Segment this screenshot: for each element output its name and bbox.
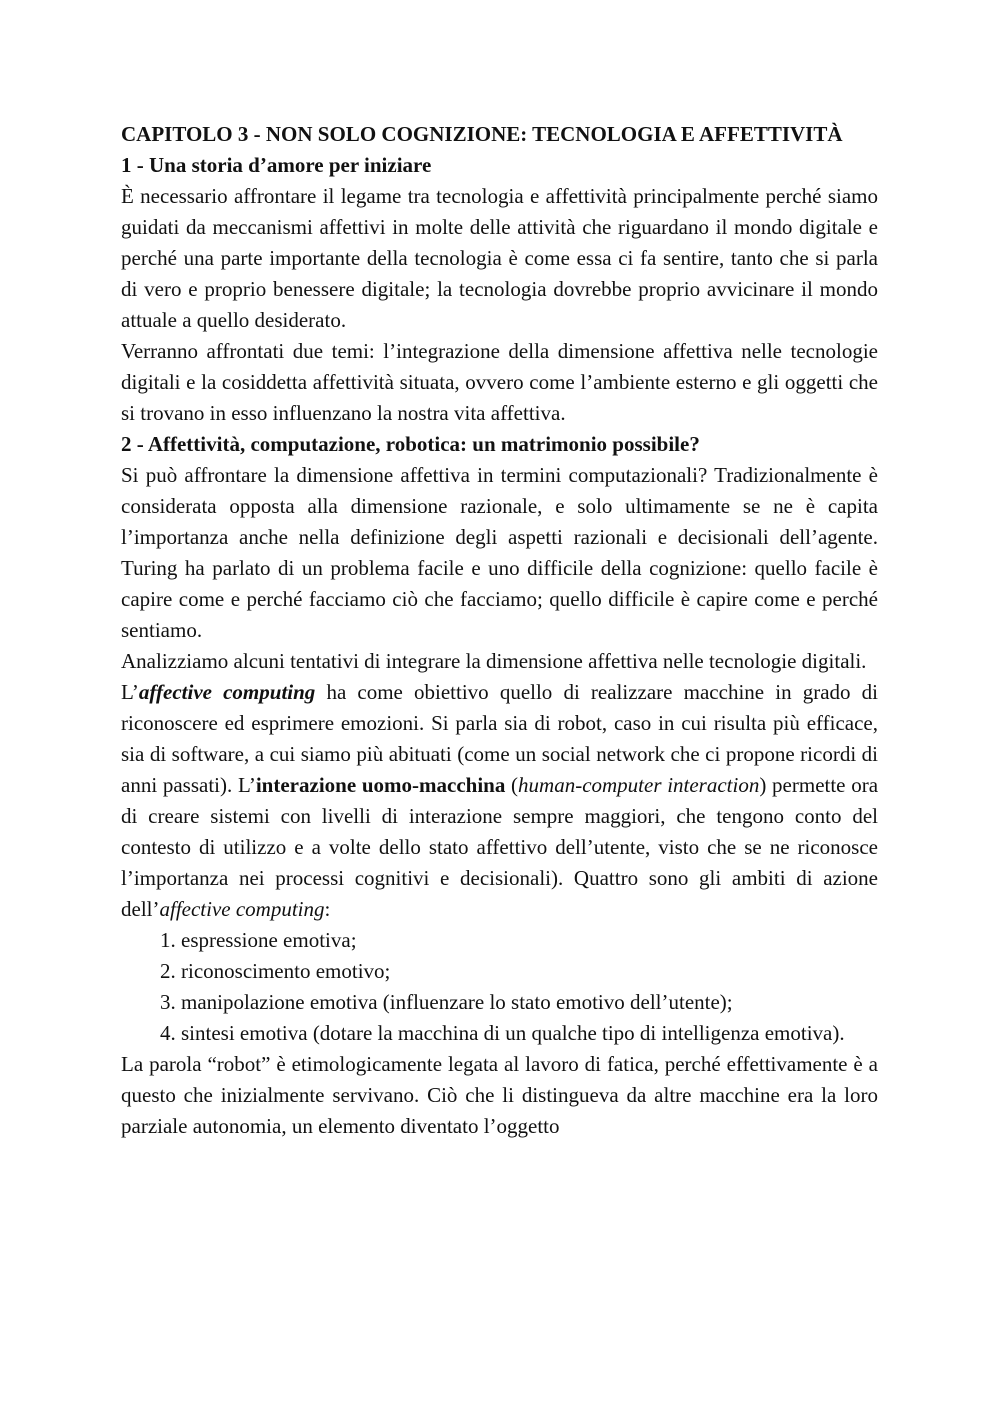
section-2-paragraph-3: [121, 677, 878, 925]
list-item: 2. riconoscimento emotivo;: [181, 956, 878, 987]
document-body: [121, 119, 878, 1142]
text-run: (: [505, 773, 519, 797]
list-item: 4. sintesi emotiva (dotare la macchina di un qualche tipo di intelligenza emotiva).: [181, 1018, 878, 1049]
list-item: 3. manipolazione emotiva (influenzare lo stato emotivo dell’utente);: [181, 987, 878, 1018]
text-run: ha come obiettivo quello di realizzare macchine in grado di riconoscere ed esprimere emozioni. Si parla sia di robot, caso in cui risulta più efficace, sia di software, a cui siamo più abituati (come un social network che ci propone ricordi di anni passati). L’: [121, 680, 878, 797]
section-1-heading: 1 - Una storia d’amore per iniziare: [121, 153, 432, 177]
section-1-paragraph-2: Verranno affrontati due temi: l’integrazione della dimensione affettiva nelle tecnologie digitali e la cosiddetta affettività situata, ovvero come l’ambiente esterno e gli oggetti che si trovano in esso influenzano la nostra vita affettiva.: [121, 339, 878, 425]
term-human-computer-interaction: human-computer interaction: [518, 773, 760, 797]
term-affective-computing-2: affective computing: [159, 897, 325, 921]
list-item: 1. espressione emotiva;: [181, 925, 878, 956]
section-2-paragraph-2: Analizziamo alcuni tentativi di integrare la dimensione affettiva nelle tecnologie digitali.: [121, 649, 867, 673]
text-run: L’: [121, 680, 139, 704]
section-2-paragraph-4: La parola “robot” è etimologicamente legata al lavoro di fatica, perché effettivamente è a questo che inizialmente servivano. Ciò che li distingueva da altre macchine era la loro parziale autonomia, un elemento diventato l’oggetto: [121, 1052, 878, 1138]
section-2-paragraph-1: Si può affrontare la dimensione affettiva in termini computazionali? Tradizionalmente è considerata opposta alla dimensione razionale, e solo ultimamente se ne è capita l’importanza anche nella definizione degli aspetti razionali e decisionali dell’agente. Turing ha parlato di un problema facile e uno difficile della cognizione: quello facile è capire come e perché facciamo ciò che facciamo; quello difficile è capire come e perché sentiamo.: [121, 463, 878, 642]
affective-computing-areas-list: [121, 925, 878, 1049]
section-1-paragraph-1: È necessario affrontare il legame tra tecnologia e affettività principalmente perché siamo guidati da meccanismi affettivi in molte delle attività che riguardano il mondo digitale e perché una parte importante della tecnologia è come essa ci fa sentire, tanto che si parla di vero e proprio benessere digitale; la tecnologia dovrebbe proprio avvicinare il mondo attuale a quello desiderato.: [121, 184, 878, 332]
chapter-title: CAPITOLO 3 - NON SOLO COGNIZIONE: TECNOLOGIA E AFFETTIVITÀ: [121, 122, 843, 146]
term-affective-computing: affective computing: [138, 680, 316, 704]
term-interazione-uomo-macchina: interazione uomo-macchina: [255, 773, 506, 797]
text-run: ) permette ora di creare sistemi con livelli di interazione sempre maggiori, che tengono conto del contesto di utilizzo e a volte dello stato affettivo dell’utente, visto che se ne riconosce l’importanza nei processi cognitivi e decisionali). Quattro sono gli ambiti di azione dell’: [121, 773, 879, 921]
section-2-heading: 2 - Affettività, computazione, robotica: un matrimonio possibile?: [121, 432, 700, 456]
text-run: :: [324, 897, 331, 921]
